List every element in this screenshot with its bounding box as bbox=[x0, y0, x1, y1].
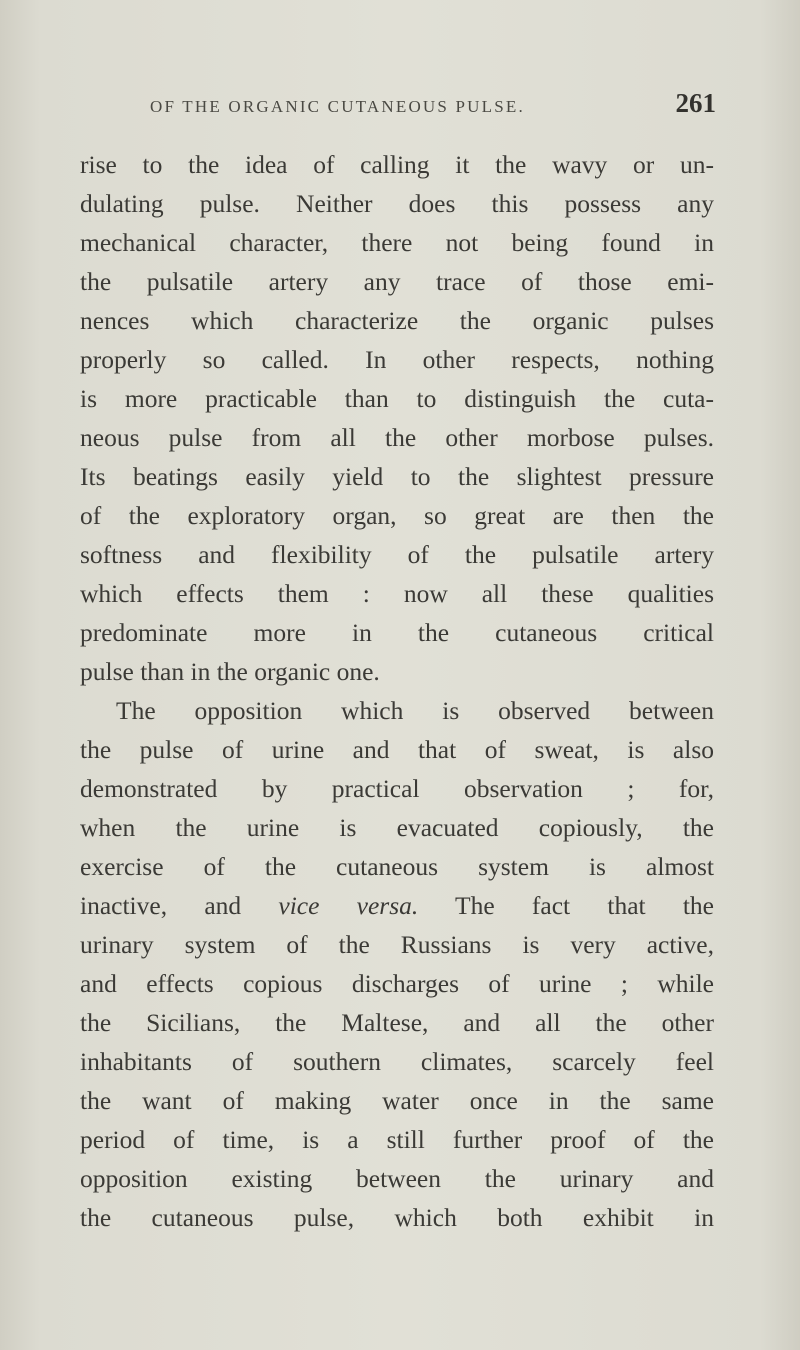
text-line: period of time, is a still further proof of the bbox=[80, 1125, 714, 1154]
running-head bbox=[150, 88, 716, 122]
text-line: of the exploratory organ, so great are then the bbox=[80, 501, 714, 530]
text-line: demonstrated by practical observation ; for, bbox=[80, 774, 714, 803]
text-line: dulating pulse. Neither does this possess any bbox=[80, 189, 714, 218]
text-line: nences which characterize the organic pulses bbox=[80, 306, 714, 335]
text-line: exercise of the cutaneous system is almost bbox=[80, 852, 714, 881]
text-line: predominate more in the cutaneous critical bbox=[80, 618, 714, 647]
text-line: the pulse of urine and that of sweat, is also bbox=[80, 735, 714, 764]
text-line: which effects them : now all these qualities bbox=[80, 579, 714, 608]
body-text bbox=[80, 145, 714, 1237]
text-line: properly so called. In other respects, nothing bbox=[80, 345, 714, 374]
running-title: OF THE ORGANIC CUTANEOUS PULSE. bbox=[150, 97, 525, 116]
text-line: softness and flexibility of the pulsatile artery bbox=[80, 540, 714, 569]
page-number: 261 bbox=[675, 88, 716, 118]
text-line: opposition existing between the urinary and bbox=[80, 1164, 714, 1193]
text-line: neous pulse from all the other morbose pulses. bbox=[80, 423, 714, 452]
text-line: the cutaneous pulse, which both exhibit in bbox=[80, 1203, 714, 1232]
text-line: inhabitants of southern climates, scarcely feel bbox=[80, 1047, 714, 1076]
text-run: inactive, and bbox=[80, 891, 279, 920]
text-line: Its beatings easily yield to the slightest pressure bbox=[80, 462, 714, 491]
italic-phrase: vice versa. bbox=[278, 891, 419, 920]
text-line: the want of making water once in the same bbox=[80, 1086, 714, 1115]
text-line: when the urine is evacuated copiously, the bbox=[80, 813, 714, 842]
text-line: pulse than in the organic one. bbox=[80, 657, 380, 686]
text-line: urinary system of the Russians is very active, bbox=[80, 930, 714, 959]
text-line: mechanical character, there not being found in bbox=[80, 228, 714, 257]
text-line: and effects copious discharges of urine ; while bbox=[80, 969, 714, 998]
text-line bbox=[80, 886, 714, 925]
text-line: the Sicilians, the Maltese, and all the other bbox=[80, 1008, 714, 1037]
text-line: The opposition which is observed between bbox=[116, 696, 714, 725]
text-run: The fact that the bbox=[418, 891, 714, 920]
text-line: is more practicable than to distinguish the cuta- bbox=[80, 384, 714, 413]
text-line: rise to the idea of calling it the wavy or un- bbox=[80, 150, 714, 179]
text-line: the pulsatile artery any trace of those emi- bbox=[80, 267, 714, 296]
